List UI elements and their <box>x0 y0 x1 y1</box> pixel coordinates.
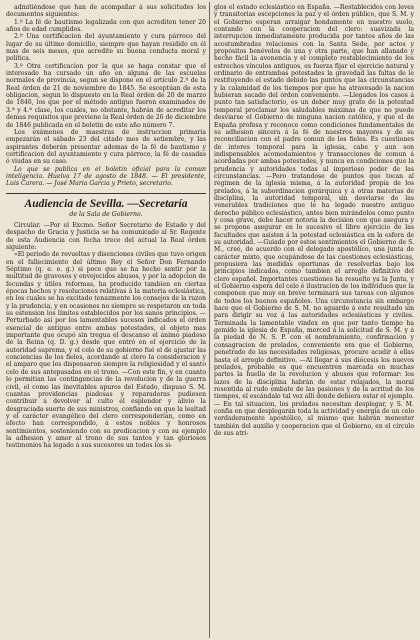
left-body-paragraph: Circular. —Por el Excmo. Señor Secretario de Estado y del despacho de Gracia y Justicia se ha comunicado al Sr. Regente de esta Audiencia con fecha trece del actual la Real órden siguiente: <box>6 221 206 251</box>
left-body-paragraph: «El periodo de revueltas y disenciones civiles que tuvo origen en el fallecimiento del último Rey el Señor Don Fernando Séptimo (q. e. e. g.) si poco que se ha hecho sentir por la multitud de gravosos y envejecidos abusos, y por la adopcion de fecundas y útiles reformas, ha producido tambien en ciertas épocas hechos y resoluciones relativas á la materia eclesiástica, en los cuales se ha excitado tenazmente los consejos de la razon y la prudencia, y en ocasiones no siempre se respetaron en toda su estension los límites establecidos por los sanos principios. —Perturbado así por los lamentables sucesos indicados el órden esencial de antiguo entre ambas potestades, el objeto mas importante que ocupó sin tregua el descanso el ánimo piadoso de la Reina (q. D. g.) desde que entró en el ejercicio de la autoridad suprema, y el celo de su gobierno fué el de ajustar las conciencias de los fieles, acordando al clero la consideracion y el amparo que les dispensaron siempre la religiosidad y el santo celo de sus antepasados en el trono. —Con este fin, y en cuanto lo permitian las contingencias de la revolucion y de la guerra civil, el como las inevitables apuros del Estado, dispuso S. M. cuantas providencias piadosas y reparadoras pudiesen contribuir á devolver al culto el esplendor y alivio la desgraciada suerte de sus ministros, confiando en que la lealtad y el carácter evangélico del clero corresponderían, como en efecto han correspondido, á estos nobles y honrosos sentimientos, sosteniendo con su predicacion y con su ejemplo la adhesion y amor al trono de sus tantos y tan gloriosos testimonios ha legado á sus sucesores un todos los si- <box>6 251 206 450</box>
text-columns <box>6 4 414 640</box>
section-heading: Audiencia de Sevilla. —Secretaría <box>24 197 188 210</box>
left-paragraph: Los exámenes de maestras de instruccion primaria empezarán el sábado 23 del citado mes de setiembre, y las aspirantes deberán presentar ademas de la fé de bautismo y certificacion del ayuntamiento y cura párroco, la fé de casadas ó viudas en su caso. <box>6 128 206 166</box>
left-column <box>6 4 206 640</box>
column-divider <box>209 2 210 638</box>
left-paragraph: 1.º La fé de bautismo legalizada con que acrediten tener 20 años de edad cumplidos. <box>6 18 206 34</box>
left-paragraph: admitiéndose que han de acompañar á sus solicitudes los documentos siguientes: <box>6 4 206 19</box>
right-column <box>214 4 414 640</box>
left-paragraph: 3.º Otra certificacion por la que se haga constar que el interesado ha cursado un año en alguna de las escuelas normales de provincia, segun se dispone en el artículo 2.º de la Real órden de 21 de noviembre de 1845. Se esceptúan de esta obligacion, segun lo dispuesto en la Real órden de 20 de marzo de 1846, los que por el método antiguo fueron examinados de 3.ª y 4.ª clase, los cuales, no obstante, habrán de acreditar los demas requisitos que previene la Real órden de 26 de diciembre de 1846 publicada en el boletin de este año número 7. <box>6 62 206 129</box>
section-subheading: de la Sala de Gobierno. <box>69 210 143 218</box>
section-rule <box>6 193 206 194</box>
left-signature-paragraph: Lo que se publica en el boletin oficial para la comun inteligencia. Huelva 17 de agosto de 1848. — El presidente, Luis Carera. — José Maria Garcia y Prieto, secretario. <box>6 165 206 188</box>
right-paragraph: glos el estado eclesiástico en España. —Restablecidos con leves y transitorias escepciones la paz y el órden público, que S. M. y el Gobierno esperan arraigar hondamente en nuestro suelo, contando con la cooperacion del clero: suavizada la interrupcion inmediatamente producida por tantos años de las acostumbradas relaciones con la Santa Sede, por actos y propósitos benévolos de una y otra parte, que han allanado y hecho fácil la avenencia y el completo restablecimiento de los estrechos vínculos antiguos, es fuerza fijar el ejercicio natural y ordinario de entrambas potestades la gravedad las faltas de le restituyendo el estado debido las puntos que las circunstancias y la calamidad de los tiempos por que ha atravesado la nacion hubieran sacado del órden conveniente. —Llegados los casos á punto tan satisfactorio, es un deber muy grato de la potestad temporal proclamar los saludables máximas de que no puede desviarse el Gobierno de ninguna nacion católica, y que el de España profesa y reconoce como condiciones fundamentales de su adhesion sincera á la fé de nuestros mayores y de su reconciliacion con el padre comun de los fieles. Es cuestiones de interes temporal para la iglesia, cabe y aun son indispensables acomodamientos y transacciones de comun á acordadas por ambas potestades, y nunca en condiciones que la prudencia y autoridades todas al imperioso poder de las circunstancias. —Pero tratandose de puntos que tocan al régimen de la iglesia misma, á la autoridad propia de los prelados, á la subordinacion gerárquica y á otras materias de disciplina, la autoridad temporal, sin desviarse de las venerables tradiciones que le ha legado nuestro antiguo derecho público eclesiástico, antes bien mirándolos como punto y cosa grave, debe hacer notoria la decision con que asegura y se propone asegurar en lo sucesivo el libre ejercicio de las facultades que asisten á la potestad eclesiástica en la esfera de su autoridad. —Guiado por estos sentimientos el Gobierno de S. M., creó, de acuerdo con el delegado apostólico, una junta de carácter mixto, que ocupándose de las cuestiones eclesiásticas, propusiera las medidas oportunas de resolverlas bajo los principios indicados, como tambien el arreglo definitivo del clero español. Importantes cuestiones ha resuelto ya la Junta, y el Gobierno espera del celo é ilustracion de los individuos que la componen que muy en breve terminará sus tareas con algunos de todos los buenos españoles. Una circunstancia sin embargo hace que el Gobierno de S. M. no aguarde á este resultado sin para dirigir su voz á las autoridades eclesiásticas y civiles. Terminada la lamentable vindex en que por tanto tiempo ha gemido la iglesia de España, merced á la solicitud de S. M. y á la piedad de N. S. P. con el nombramiento, confirmacion y consagracion de prelados, conveniente era que el Gobierno, penetrado de las necesidades religiosas, procure acudir á ellas hasta el arreglo definitivo. —Al llegar á sus diócesis los nuevos prelados, probable es que encuentren marcada en muchas partes la huella de la revolucion y abusos que reformar: los lazos de la disciplina habrán de estar relajados, la moral resentida al rudo embate de las pasiones y de la acritud de los tiempos, el escándalo tal vez allí donde debiera estar el ejemplo. — En tal situacion, los prelados necesitan desplegar, y S. M. confia en que desplegarán toda la actividad y energía de un celo verdaderamente apostólico, al mismo que habrán menester también del auxilio y cooperacion que el Gobierno, en el círculo de sus atri- <box>214 4 414 437</box>
left-paragraph: 2.º Una certificacion del ayuntamiento y cura párroco del lugar de su último domicilio, siempre que hayan residido en él mas de seis meses, que acredite su buena conducta moral y política. <box>6 33 206 63</box>
